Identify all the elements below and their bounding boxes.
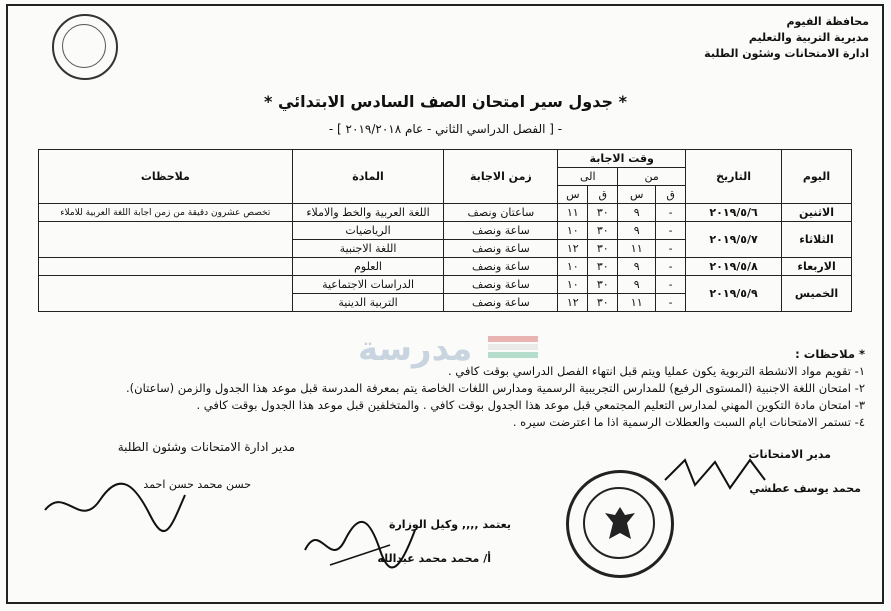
row-to-q: ٣٠: [588, 258, 618, 276]
row-to-q: ٣٠: [588, 294, 618, 312]
row-from-q: -: [656, 258, 686, 276]
row-from-q: -: [656, 222, 686, 240]
admin-director-name: حسن محمد حسن احمد: [143, 478, 251, 491]
row-day: الثلاثاء: [782, 222, 852, 258]
header-date: التاريخ: [686, 150, 782, 204]
admin-director-signature-icon: [40, 480, 190, 540]
table-row: [39, 222, 852, 240]
table-row: [39, 258, 852, 276]
exam-schedule-table: [38, 149, 852, 312]
row-date: ٢٠١٩/٥/٩: [686, 276, 782, 312]
row-day: الاثنين: [782, 204, 852, 222]
row-note: [39, 276, 293, 312]
row-to-q: ٣٠: [588, 204, 618, 222]
governorate-seal-icon: [52, 14, 118, 80]
table-row: [39, 204, 852, 222]
undersecretary-name: أ/ محمد محمد عبدالله: [377, 552, 491, 565]
row-subject: الرياضيات: [292, 222, 444, 240]
row-to-q: ٣٠: [588, 222, 618, 240]
note-item-1: ١- تقويم مواد الانشطة التربوية يكون عمليا ويتم قبل انتهاء الفصل الدراسي بوقت كافي .: [448, 364, 865, 378]
header-to: الى: [558, 168, 618, 186]
row-from-s: ١١: [618, 240, 656, 258]
row-to-s: ١٢: [558, 294, 588, 312]
row-to-q: ٣٠: [588, 240, 618, 258]
header-from-q: ق: [656, 186, 686, 204]
document-subtitle: - [ الفصل الدراسي الثاني - عام ٢٠١٩/٢٠١٨ ] -: [328, 122, 563, 136]
row-from-q: -: [656, 294, 686, 312]
table-row: [39, 276, 852, 294]
notes-section: [15, 346, 865, 431]
row-from-s: ٩: [618, 204, 656, 222]
row-from-s: ٩: [618, 258, 656, 276]
document-title: * جدول سير امتحان الصف السادس الابتدائي *: [264, 92, 627, 111]
ministry-header: [649, 14, 869, 62]
row-duration: ساعة ونصف: [444, 258, 558, 276]
note-item-3: ٣- امتحان مادة التكوين المهني لمدارس التعليم المجتمعي قبل موعد هذا الجدول بوقت كافي . والمتخلفين قبل موعد هذا الجدول بوقت كافي .: [196, 398, 865, 412]
note-item-4: ٤- تستمر الامتحانات ايام السبت والعطلات الرسمية اذا ما اعترضت سيره .: [512, 415, 865, 429]
row-duration: ساعة ونصف: [444, 276, 558, 294]
header-directorate: مديرية التربية والتعليم: [748, 31, 869, 44]
row-subject: اللغة العربية والخط والاملاء: [292, 204, 444, 222]
row-to-s: ١٠: [558, 222, 588, 240]
row-to-s: ١٢: [558, 240, 588, 258]
header-to-s: س: [558, 186, 588, 204]
row-to-s: ١٠: [558, 258, 588, 276]
row-duration: ساعة ونصف: [444, 222, 558, 240]
row-subject: العلوم: [292, 258, 444, 276]
header-duration: زمن الاجابة: [444, 150, 558, 204]
header-department: ادارة الامتحانات وشئون الطلبة: [704, 47, 869, 60]
row-from-s: ١١: [618, 294, 656, 312]
header-from: من: [618, 168, 686, 186]
approval-line: يعتمد ,,,, وكيل الوزارة: [388, 518, 511, 531]
row-to-s: ١١: [558, 204, 588, 222]
row-to-q: ٣٠: [588, 276, 618, 294]
row-date: ٢٠١٩/٥/٧: [686, 222, 782, 258]
header-governorate: محافظة الفيوم: [786, 15, 869, 28]
note-item-2: ٢- امتحان اللغة الاجنبية (المستوى الرفيع) للمدارس التجريبية الرسمية ومدارس اللغات الخاصة يتم بمعرفة المدرسة قبل موعد هذا الجدول والزمن (ساعتان).: [126, 381, 865, 395]
row-duration: ساعة ونصف: [444, 294, 558, 312]
row-from-q: -: [656, 204, 686, 222]
header-from-s: س: [618, 186, 656, 204]
eagle-icon: [603, 505, 637, 543]
header-notes: ملاحظات: [39, 150, 293, 204]
row-date: ٢٠١٩/٥/٦: [686, 204, 782, 222]
row-to-s: ١٠: [558, 276, 588, 294]
header-to-q: ق: [588, 186, 618, 204]
row-date: ٢٠١٩/٥/٨: [686, 258, 782, 276]
svg-text:مدرسة: مدرسة: [358, 329, 473, 369]
row-duration: ساعة ونصف: [444, 240, 558, 258]
undersecretary-signature-icon: [300, 510, 420, 580]
exams-director-name: محمد يوسف عطشي: [749, 482, 861, 495]
official-stamp-icon: [566, 470, 674, 578]
header-answer-time: وقت الاجابة: [558, 150, 686, 168]
row-duration: ساعتان ونصف: [444, 204, 558, 222]
row-from-s: ٩: [618, 222, 656, 240]
exams-director-signature-icon: [660, 450, 770, 500]
header-day: اليوم: [782, 150, 852, 204]
row-subject: اللغة الاجنبية: [292, 240, 444, 258]
header-subject: المادة: [292, 150, 444, 204]
admin-director-title: مدير ادارة الامتحانات وشئون الطلبة: [117, 440, 295, 454]
row-from-q: -: [656, 276, 686, 294]
notes-heading: * ملاحظات :: [795, 347, 865, 361]
row-note: [39, 222, 293, 258]
row-day: الاربعاء: [782, 258, 852, 276]
row-day: الخميس: [782, 276, 852, 312]
row-subject: التربية الدينية: [292, 294, 444, 312]
row-from-q: -: [656, 240, 686, 258]
row-note: تخصص عشرون دقيقة من زمن اجابة اللغة العربية للاملاء: [39, 204, 293, 222]
row-subject: الدراسات الاجتماعية: [292, 276, 444, 294]
row-note: [39, 258, 293, 276]
row-from-s: ٩: [618, 276, 656, 294]
exams-director-title: مدير الامتحانات: [748, 448, 831, 461]
